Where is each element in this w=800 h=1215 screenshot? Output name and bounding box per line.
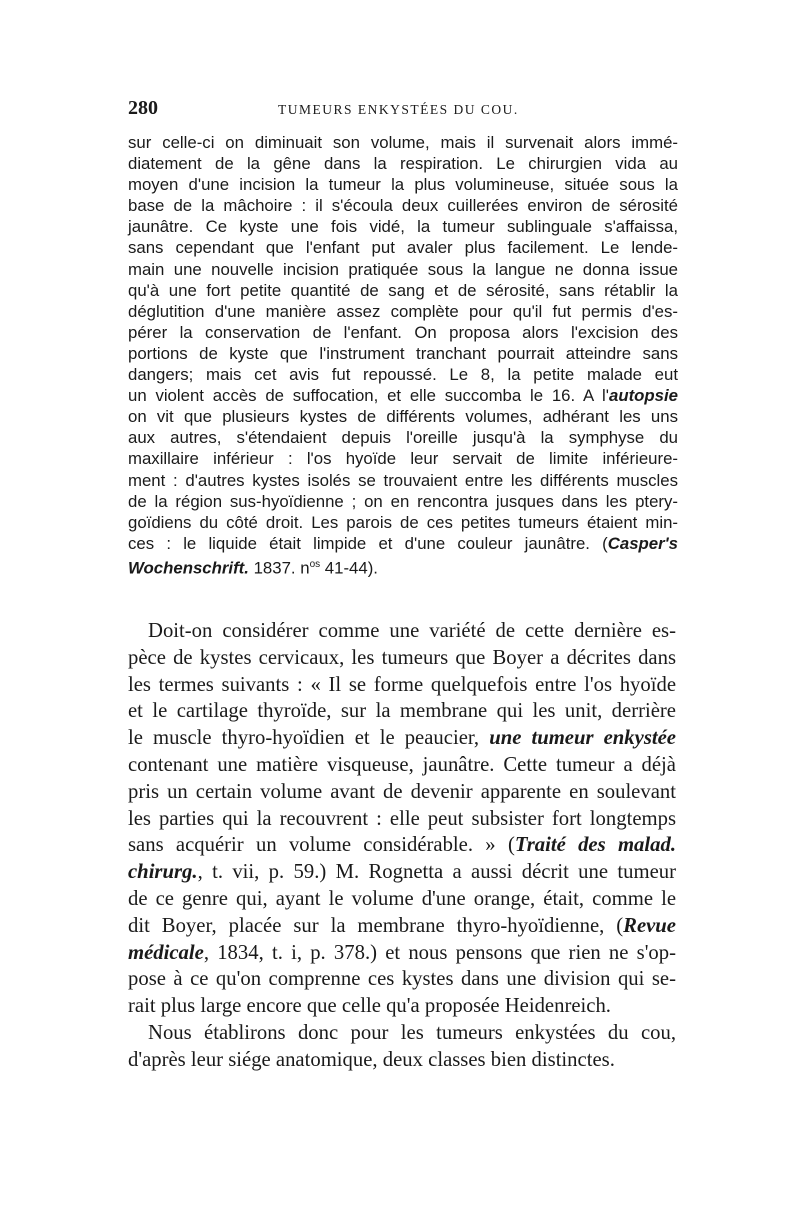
page-header bbox=[128, 97, 680, 127]
emphasis: une tumeur enkystée bbox=[489, 727, 676, 750]
text-line: pose à ce qu'on comprenne ces kystes dans une division qui se- bbox=[128, 968, 676, 991]
text-line: sans cependant que l'enfant put avaler plus facilement. Le lende- bbox=[128, 238, 678, 258]
text-fragment: 41-44). bbox=[320, 558, 378, 578]
text-line: moyen d'une incision la tumeur la plus volumineuse, située sous la bbox=[128, 175, 678, 195]
text-fragment: sans acquérir un volume considérable. » ( bbox=[128, 834, 515, 857]
citation-title: Revue bbox=[623, 914, 676, 937]
text-line: diatement de la gêne dans la respiration. Le chirurgien vida au bbox=[128, 154, 678, 174]
text-line: rait plus large encore que celle qu'a proposée Heidenreich. bbox=[128, 995, 611, 1018]
text-line: jaunâtre. Ce kyste une fois vidé, la tumeur sublinguale s'affaissa, bbox=[128, 217, 678, 237]
running-head: TUMEURS ENKYSTÉES DU COU. bbox=[278, 102, 519, 117]
text-line: sur celle-ci on diminuait son volume, mais il survenait alors immé- bbox=[128, 133, 678, 152]
text-line: pris un certain volume avant de devenir apparente en soulevant bbox=[128, 780, 676, 803]
text-line bbox=[128, 385, 678, 406]
autopsie-emphasis: autopsie bbox=[608, 386, 678, 406]
citation-journal: Wochenschrift. bbox=[128, 558, 249, 578]
citation-title: Traité des malad. bbox=[514, 834, 676, 857]
small-print-passage bbox=[128, 132, 678, 579]
text-line bbox=[128, 940, 676, 967]
text-line bbox=[128, 859, 676, 886]
text-line: déglutition d'une manière assez complète pour qu'il fut permis d'es- bbox=[128, 301, 678, 321]
text-fragment: , 1834, t. i, p. 378.) et nous pensons que rien ne s'op- bbox=[203, 941, 676, 964]
text-line: contenant une matière visqueuse, jaunâtre. Cette tumeur a déjà bbox=[128, 753, 676, 776]
text-fragment: un violent accès de suffocation, et elle succomba le 16. A l' bbox=[128, 386, 609, 406]
text-line: base de la mâchoire : il s'écoula deux cuillerées environ de sérosité bbox=[128, 196, 678, 216]
text-line: d'après leur siége anatomique, deux classes bien distinctes. bbox=[128, 1048, 615, 1071]
citation-journal: Casper's bbox=[607, 533, 678, 553]
paragraph-first-line: Doit-on considérer comme une variété de cette dernière es- bbox=[148, 620, 676, 642]
text-line bbox=[128, 725, 676, 752]
text-fragment: dit Boyer, placée sur la membrane thyro-hyoïdienne, ( bbox=[128, 914, 624, 937]
text-line bbox=[128, 554, 678, 579]
text-line: les parties qui la recouvrent : elle peut subsister fort longtemps bbox=[128, 807, 676, 830]
text-line: de ce genre qui, ayant le volume d'une orange, était, comme le bbox=[128, 887, 676, 910]
text-fragment: ces : le liquide était limpide et d'une couleur jaunâtre. ( bbox=[128, 533, 608, 553]
text-fragment: le muscle thyro-hyoïdien et le peaucier, bbox=[128, 727, 490, 750]
superscript: os bbox=[309, 558, 321, 570]
page-number: 280 bbox=[128, 97, 158, 119]
text-line: dangers; mais cet avis fut repoussé. Le 8, la petite malade eut bbox=[128, 365, 678, 385]
text-line: pérer la conservation de l'enfant. On proposa alors l'excision des bbox=[128, 322, 678, 342]
text-line: on vit que plusieurs kystes de différents volumes, adhérant les uns bbox=[128, 407, 678, 427]
text-line: et le cartilage thyroïde, sur la membrane qui les unit, derrière bbox=[128, 700, 676, 723]
text-line: de la région sus-hyoïdienne ; on en rencontra jusques dans les ptery- bbox=[128, 491, 678, 511]
text-line: main une nouvelle incision pratiquée sous la langue ne donna issue bbox=[128, 259, 678, 279]
text-fragment: 1837. n bbox=[248, 558, 310, 578]
text-fragment: , t. vii, p. 59.) M. Rognetta a aussi décrit une tumeur bbox=[197, 861, 676, 884]
text-line: maxillaire inférieur : l'os hyoïde leur servait de limite inférieure- bbox=[128, 449, 678, 469]
text-line bbox=[128, 832, 676, 859]
main-text-passage bbox=[128, 618, 676, 1074]
citation-title: chirurg. bbox=[128, 861, 198, 884]
paragraph-first-line: Nous établirons donc pour les tumeurs enkystées du cou, bbox=[148, 1021, 676, 1044]
text-line: goïdiens du côté droit. Les parois de ces petites tumeurs étaient min- bbox=[128, 512, 678, 532]
text-line: qu'à une fort petite quantité de sang et de sérosité, sans rétablir la bbox=[128, 280, 678, 300]
text-line: ment : d'autres kystes isolés se trouvaient entre les différents muscles bbox=[128, 470, 678, 490]
text-line: aux autres, s'étendaient depuis l'oreille jusqu'à la symphyse du bbox=[128, 428, 678, 448]
text-line bbox=[128, 533, 678, 554]
text-line: les termes suivants : « Il se forme quelquefois entre l'os hyoïde bbox=[128, 673, 676, 696]
citation-title: médicale bbox=[128, 941, 204, 964]
text-line bbox=[128, 913, 676, 940]
text-line: pèce de kystes cervicaux, les tumeurs que Boyer a décrites dans bbox=[128, 646, 676, 669]
text-line: portions de kyste que l'instrument tranchant pourrait atteindre sans bbox=[128, 343, 678, 363]
